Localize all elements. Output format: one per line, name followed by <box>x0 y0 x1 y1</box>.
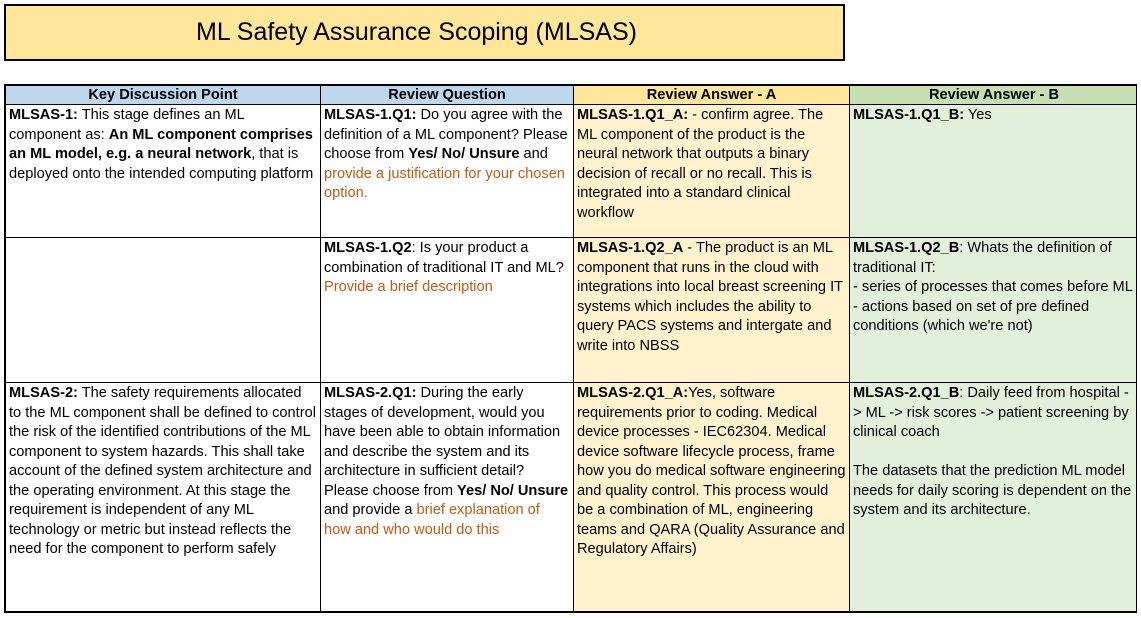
key-point-text: , that is deployed onto the intended computing platform <box>9 146 314 182</box>
question-text: and <box>519 146 548 162</box>
key-point-text: The safety requirements allocated to the ML component shall be defined to control the risk of the identified contributions of the ML component to system hazards. This shall take account of the defined system architecture and the operating environment. At this stage the requirement is independent of any ML technology or metric but instead reflects the need for the component to perform safely <box>9 385 316 557</box>
question-cell <box>321 238 574 383</box>
question-options: Yes/ No/ Unsure <box>408 146 520 162</box>
key-point-cell <box>6 105 321 238</box>
key-point-cell <box>6 383 321 612</box>
key-point-id: MLSAS-1: <box>9 107 78 123</box>
review-table <box>4 84 1137 613</box>
answer-b-cell <box>850 383 1138 612</box>
answer-a-id: MLSAS-2.Q1_A: <box>577 385 689 401</box>
table-row <box>6 238 1138 383</box>
question-id: MLSAS-1.Q2 <box>324 240 412 256</box>
question-instruction: provide a justification for your chosen option. <box>324 165 565 201</box>
answer-b-bullet: - series of processes that comes before ML <box>853 279 1133 295</box>
key-point-definition: An ML component comprises an ML model, e.g. a neural network <box>9 126 313 162</box>
title-banner <box>4 4 845 61</box>
question-text: During the early stages of development, would you have been able to obtain information and describe the system and its architecture in sufficient detail? <box>324 385 561 479</box>
header-row <box>6 86 1138 105</box>
header-review-answer-b: Review Answer - B <box>850 86 1138 105</box>
answer-a-text: - confirm agree. The ML component of the product is the neural network that outputs a binary decision of recall or no recall. This is integrated into a standard clinical workflow <box>577 107 824 221</box>
header-key-discussion-point: Key Discussion Point <box>6 86 321 105</box>
question-text: : Is your product a combination of traditional IT and ML? <box>324 240 564 276</box>
answer-a-text: Yes, software requirements prior to coding. Medical device processes - IEC62304. Medical device software lifecycle process, frame how you do medical software engineering and quality control. This process would be a combination of ML, engineering teams and QARA (Quality Assurance and Regulatory Affairs) <box>577 385 846 557</box>
answer-a-id: MLSAS-1.Q1_A: <box>577 107 689 123</box>
answer-a-cell <box>574 238 850 383</box>
header-review-question: Review Question <box>321 86 574 105</box>
question-cell <box>321 383 574 612</box>
answer-b-cell <box>850 105 1138 238</box>
answer-b-text: : Daily feed from hospital -> ML -> risk scores -> patient screening by clinical coach <box>853 385 1129 440</box>
question-options: Yes/ No/ Unsure <box>457 482 569 499</box>
answer-b-cell <box>850 238 1138 383</box>
answer-b-text: : Whats the definition of traditional IT: <box>853 240 1112 276</box>
key-point-cell <box>6 238 321 383</box>
answer-a-id: MLSAS-1.Q2_A <box>577 240 684 256</box>
question-instruction: brief explanation of how and who would do this <box>324 502 540 538</box>
question-text: Do you agree with the definition of a ML component? Please choose from <box>324 107 568 162</box>
answer-a-text: - The product is an ML component that runs in the cloud with integrations into local breast screening IT systems which includes the ability to query PACS systems and intergate and write into NBSS <box>577 240 843 354</box>
table-row <box>6 105 1138 238</box>
answer-a-cell <box>574 383 850 612</box>
question-cell <box>321 105 574 238</box>
question-id: MLSAS-2.Q1: <box>324 385 417 401</box>
answer-b-id: MLSAS-2.Q1_B <box>853 385 960 401</box>
answer-b-text: The datasets that the prediction ML model needs for daily scoring is dependent on the system and its architecture. <box>853 463 1132 518</box>
document-title: ML Safety Assurance Scoping (MLSAS) <box>196 18 637 46</box>
answer-b-id: MLSAS-1.Q2_B <box>853 240 960 256</box>
question-text: and provide a <box>324 502 417 518</box>
answer-b-bullet: - actions based on set of pre defined conditions (which we're not) <box>853 298 1090 334</box>
question-id: MLSAS-1.Q1: <box>324 107 417 123</box>
table-row <box>6 383 1138 612</box>
question-instruction: Provide a brief description <box>324 279 493 295</box>
answer-b-text: Yes <box>964 107 992 123</box>
answer-b-id: MLSAS-1.Q1_B: <box>853 107 965 123</box>
key-point-text: This stage defines an ML component as: <box>9 107 245 143</box>
header-review-answer-a: Review Answer - A <box>574 86 850 105</box>
answer-a-cell <box>574 105 850 238</box>
key-point-id: MLSAS-2: <box>9 385 78 401</box>
question-text: Please choose from <box>324 482 458 499</box>
